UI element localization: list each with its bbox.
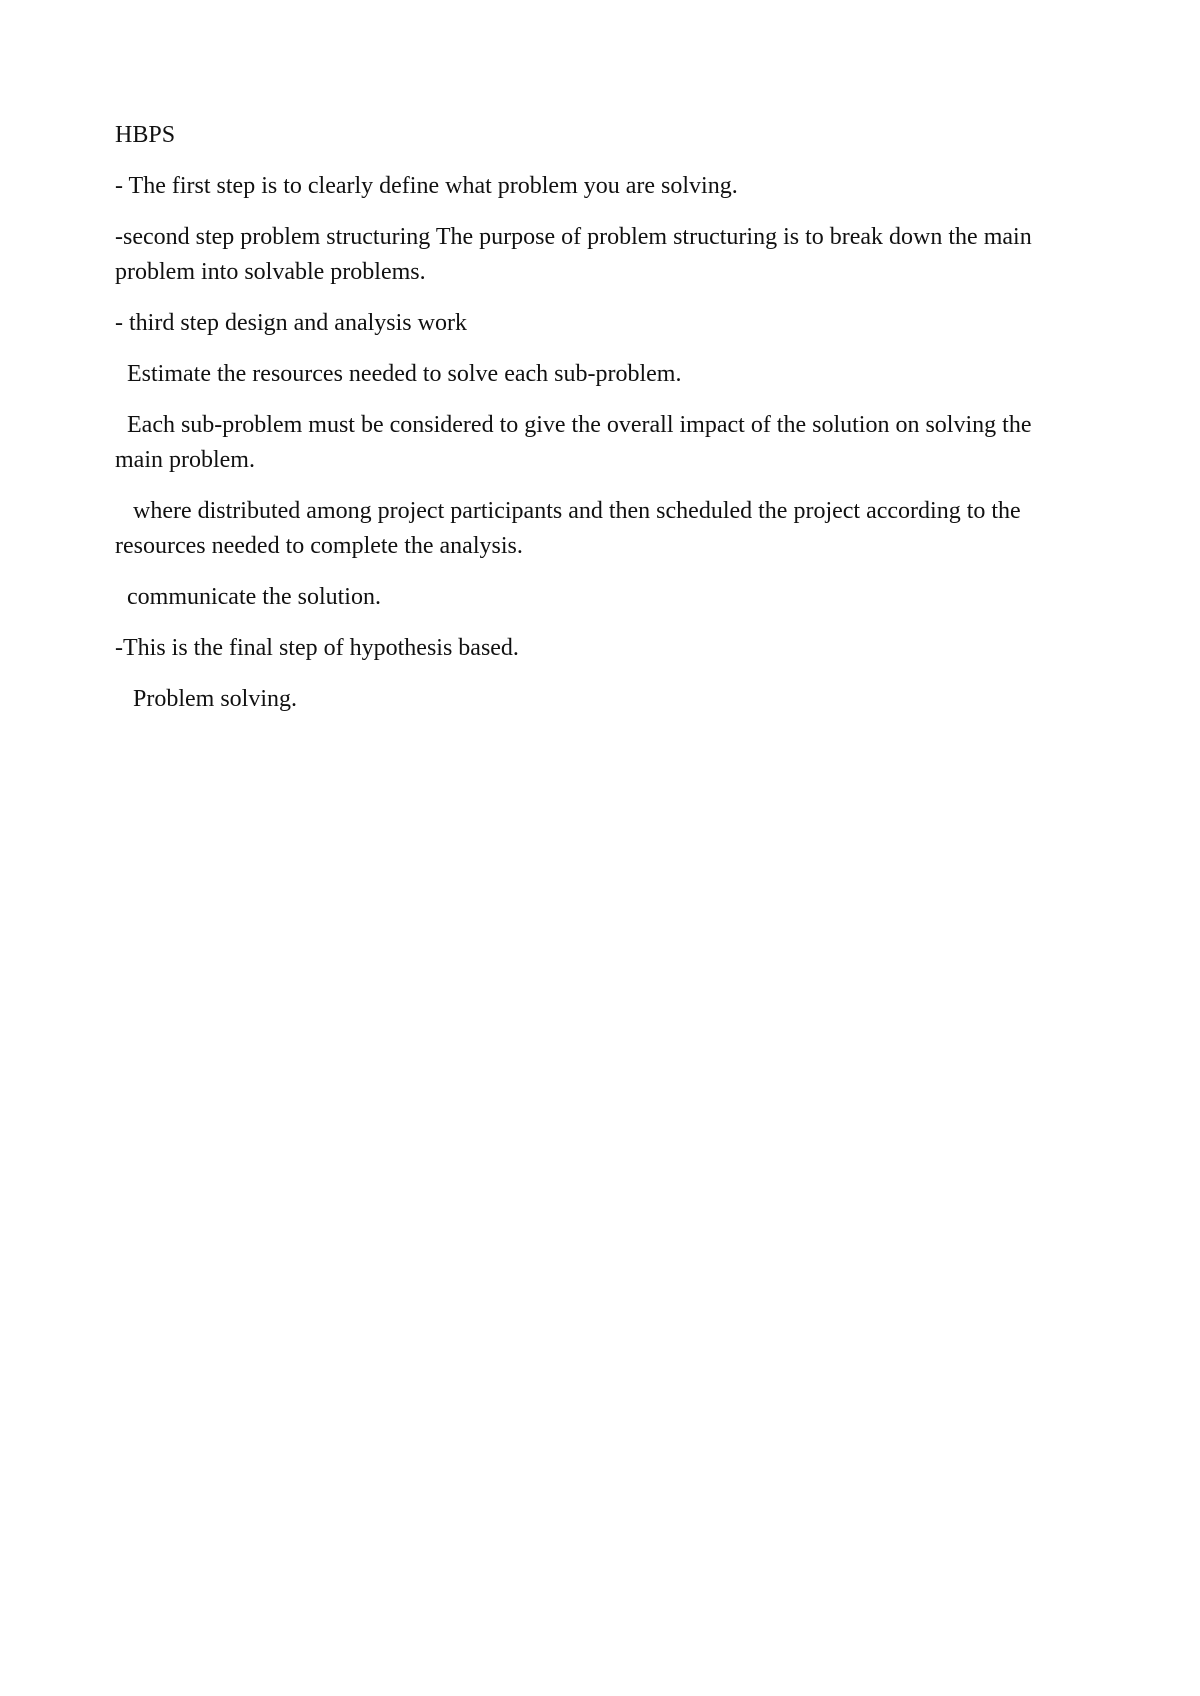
paragraph-6: where distributed among project participants and then scheduled the project according to the resources needed to complete the analysis. — [115, 498, 1027, 559]
paragraph-7: communicate the solution. — [115, 584, 381, 610]
paragraph-2: -second step problem structuring The purpose of problem structuring is to break down the main problem into solvable problems. — [115, 224, 1038, 285]
document-body — [115, 118, 1075, 733]
paragraph-4: Estimate the resources needed to solve each sub-problem. — [115, 361, 682, 387]
paragraph-3: - third step design and analysis work — [115, 310, 467, 336]
paragraph-5: Each sub-problem must be considered to give the overall impact of the solution on solving the main problem. — [115, 412, 1038, 473]
document-title: HBPS — [115, 122, 176, 148]
paragraph-9: Problem solving. — [115, 686, 298, 712]
paragraph-8: -This is the final step of hypothesis based. — [115, 635, 519, 661]
paragraph-1: - The first step is to clearly define what problem you are solving. — [115, 173, 738, 199]
